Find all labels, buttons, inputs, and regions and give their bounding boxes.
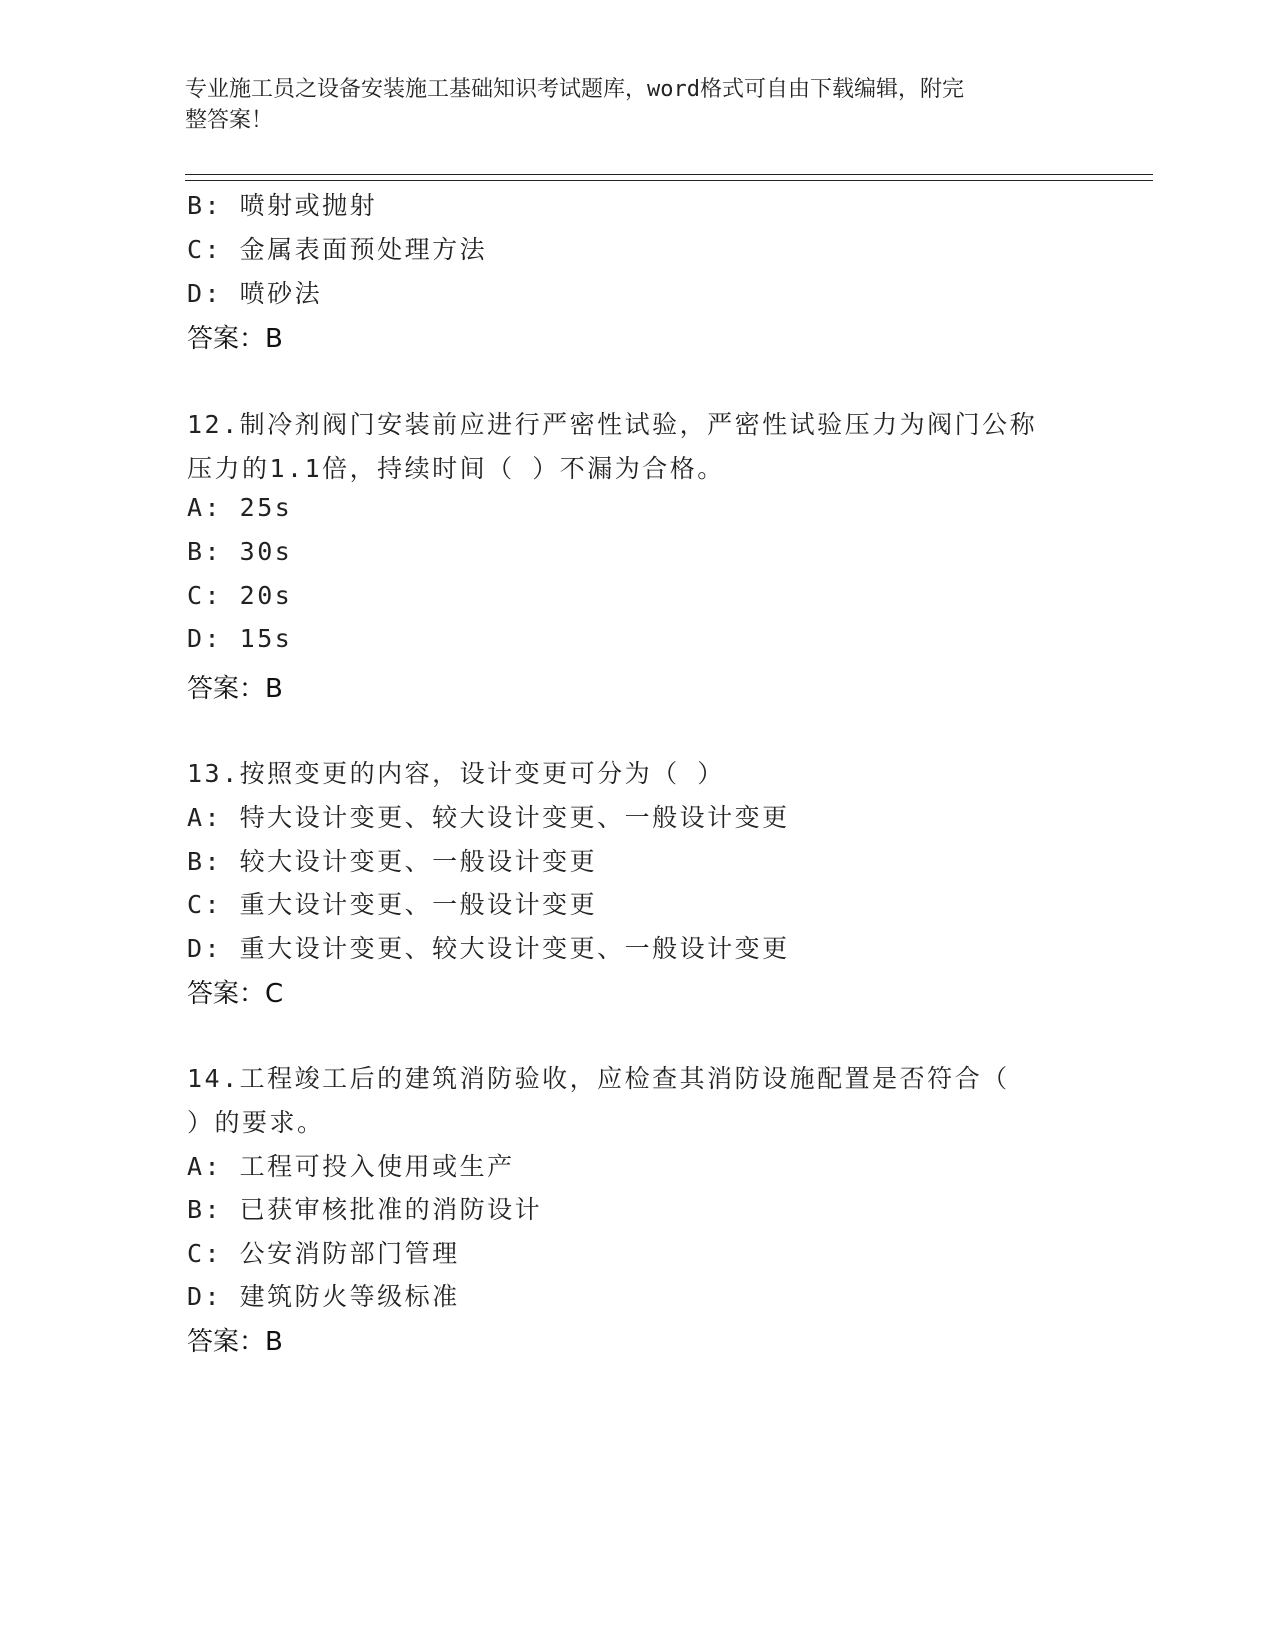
q13-answer: 答案：C — [187, 979, 284, 1009]
q14-option-c: C: 公安消防部门管理 — [187, 1239, 460, 1268]
q14-option-a: A: 工程可投入使用或生产 — [187, 1152, 515, 1181]
q12-answer: 答案：B — [187, 674, 283, 704]
q14-stem-line-2: ）的要求。 — [187, 1108, 325, 1137]
q14-option-b: B: 已获审核批准的消防设计 — [187, 1195, 543, 1224]
q13-stem-line-1: 13.按照变更的内容，设计变更可分为（ ） — [187, 759, 725, 788]
document-header — [185, 74, 1075, 136]
q12-option-a: A: 25s — [187, 493, 293, 522]
q11-option-d: D: 喷砂法 — [187, 279, 323, 308]
header-line-1: 专业施工员之设备安装施工基础知识考试题库，word格式可自由下载编辑，附完 — [185, 77, 964, 102]
q12-option-c: C: 20s — [187, 581, 293, 610]
q13-option-b: B: 较大设计变更、一般设计变更 — [187, 847, 598, 876]
q12-stem-line-2: 压力的1.1倍，持续时间（ ）不漏为合格。 — [187, 454, 725, 483]
q11-option-c: C: 金属表面预处理方法 — [187, 235, 488, 264]
q14-stem-line-1: 14.工程竣工后的建筑消防验收，应检查其消防设施配置是否符合（ — [187, 1064, 1010, 1093]
q12-option-b: B: 30s — [187, 537, 293, 566]
header-rule-top — [185, 174, 1153, 175]
header-rule-bottom — [185, 180, 1153, 181]
q14-option-d: D: 建筑防火等级标准 — [187, 1282, 460, 1311]
header-line-2: 整答案！ — [185, 108, 274, 133]
q13-option-c: C: 重大设计变更、一般设计变更 — [187, 890, 598, 919]
q13-option-d: D: 重大设计变更、较大设计变更、一般设计变更 — [187, 934, 790, 963]
q12-option-d: D: 15s — [187, 624, 293, 653]
q11-answer: 答案：B — [187, 324, 283, 354]
q12-stem-line-1: 12.制冷剂阀门安装前应进行严密性试验，严密性试验压力为阀门公称 — [187, 410, 1038, 439]
q11-option-b: B: 喷射或抛射 — [187, 191, 378, 220]
q13-option-a: A: 特大设计变更、较大设计变更、一般设计变更 — [187, 803, 790, 832]
q14-answer: 答案：B — [187, 1327, 283, 1357]
